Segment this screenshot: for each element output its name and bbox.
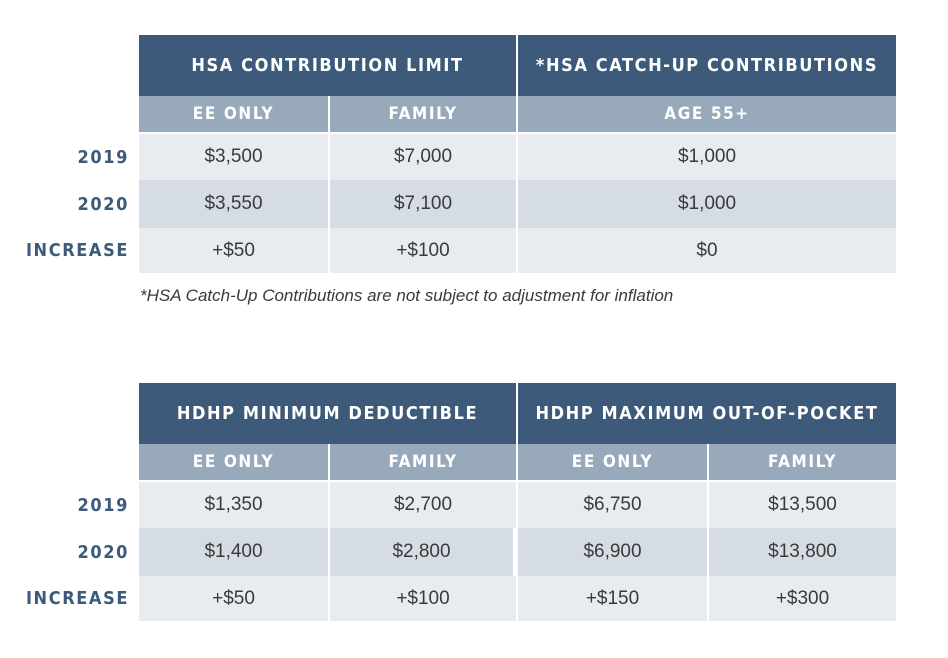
hdhp-sub-ee-only-oop: EE ONLY <box>518 444 707 480</box>
hsa-2019-age-55: $1,000 <box>518 134 896 180</box>
hsa-sub-age-55: AGE 55+ <box>518 96 896 132</box>
hdhp-min-deductible-header: HDHP MINIMUM DEDUCTIBLE <box>139 383 516 444</box>
hsa-2020-ee-only: $3,550 <box>139 180 328 228</box>
hdhp-2020-ee-deductible: $1,400 <box>139 528 328 576</box>
hdhp-2019-ee-oop: $6,750 <box>518 482 707 528</box>
hsa-increase-family: +$100 <box>330 228 516 273</box>
hdhp-row-label-2019: 2019 <box>77 494 129 516</box>
hsa-2020-age-55: $1,000 <box>518 180 896 228</box>
hsa-increase-ee-only: +$50 <box>139 228 328 273</box>
hdhp-sub-ee-only-deductible: EE ONLY <box>139 444 328 480</box>
hdhp-2020-ee-oop: $6,900 <box>518 528 707 576</box>
hsa-row-label-increase: INCREASE <box>25 240 129 261</box>
hdhp-sub-family-deductible: FAMILY <box>330 444 516 480</box>
hsa-catchup-header: *HSA CATCH-UP CONTRIBUTIONS <box>518 35 896 96</box>
hsa-2020-family: $7,100 <box>330 180 516 228</box>
hsa-footnote: *HSA Catch-Up Contributions are not subject to adjustment for inflation <box>140 286 674 305</box>
hdhp-increase-family-deductible: +$100 <box>330 576 516 621</box>
hdhp-row-label-increase: INCREASE <box>25 588 129 609</box>
hdhp-increase-ee-oop: +$150 <box>518 576 707 621</box>
hdhp-increase-ee-deductible: +$50 <box>139 576 328 621</box>
hdhp-2020-family-deductible: $2,800 <box>330 528 513 576</box>
hdhp-row-label-2020: 2020 <box>77 541 129 563</box>
hdhp-increase-family-oop: +$300 <box>709 576 896 621</box>
hdhp-max-oop-header: HDHP MAXIMUM OUT-OF-POCKET <box>518 383 896 444</box>
hsa-row-label-2019: 2019 <box>77 146 129 168</box>
hsa-2019-family: $7,000 <box>330 134 516 180</box>
hdhp-sub-family-oop: FAMILY <box>709 444 896 480</box>
hdhp-2019-family-oop: $13,500 <box>709 482 896 528</box>
hsa-contribution-limit-header: HSA CONTRIBUTION LIMIT <box>139 35 516 96</box>
hdhp-2019-ee-deductible: $1,350 <box>139 482 328 528</box>
hdhp-2019-family-deductible: $2,700 <box>330 482 516 528</box>
hsa-sub-ee-only: EE ONLY <box>139 96 328 132</box>
hsa-sub-family: FAMILY <box>330 96 516 132</box>
hsa-row-label-2020: 2020 <box>77 193 129 215</box>
hdhp-2020-family-oop: $13,800 <box>709 528 896 576</box>
hsa-2019-ee-only: $3,500 <box>139 134 328 180</box>
hsa-increase-age-55: $0 <box>518 228 896 273</box>
